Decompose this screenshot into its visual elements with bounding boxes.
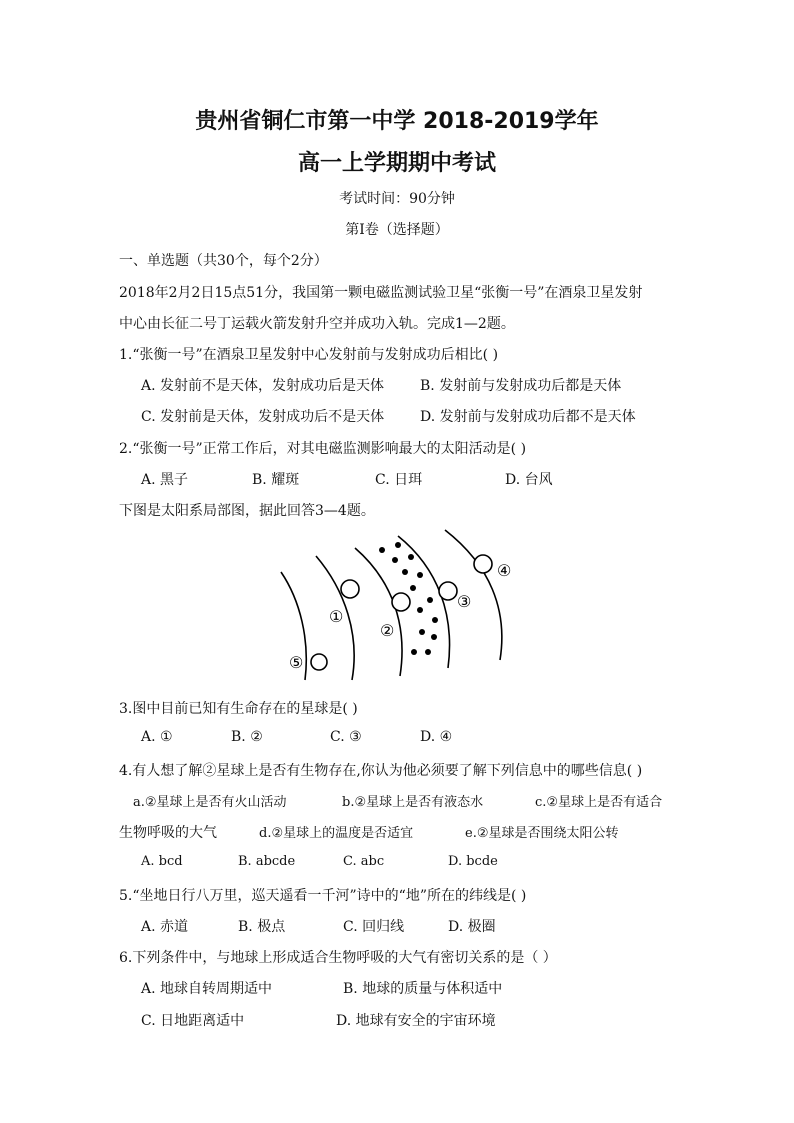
q1-option-c: C. 发射前是天体，发射成功后不是天体 [141, 409, 385, 425]
q1-option-a: A. 发射前不是天体，发射成功后是天体 [141, 378, 385, 394]
q4-info-c-cont: 生物呼吸的大气 [119, 825, 217, 841]
part-heading: 第Ⅰ卷（选择题） [345, 222, 449, 238]
planet-4 [474, 555, 492, 573]
passage1-line1: 2018年2月2日15点51分，我国第一颗电磁监测试验卫星“张衡一号”在酒泉卫星发射 [119, 285, 643, 301]
q2-option-b: B. 耀斑 [252, 472, 300, 488]
planet-2 [392, 593, 410, 611]
q3-option-d: D. ④ [420, 729, 453, 745]
q3-option-a: A. ① [141, 729, 173, 745]
planet-1 [341, 580, 359, 598]
q3-option-c: C. ③ [330, 729, 362, 745]
passage1-line2: 中心由长征二号丁运载火箭发射升空并成功入轨。完成1—2题。 [119, 316, 515, 332]
q1-stem: 1.“张衡一号”在酒泉卫星发射中心发射前与发射成功后相比( ) [119, 347, 499, 363]
page-title: 贵州省铜仁市第一中学 2018-2019学年 [195, 109, 599, 134]
q4-option-d: D. bcde [448, 854, 498, 869]
q4-info-c: c.②星球上是否有适合 [535, 795, 663, 810]
figure-intro: 下图是太阳系局部图，据此回答3—4题。 [119, 503, 375, 519]
q2-option-d: D. 台风 [505, 472, 553, 488]
q5-option-b: B. 极点 [238, 919, 286, 935]
q4-option-c: C. abc [343, 854, 385, 869]
q4-stem: 4.有人想了解②星球上是否有生物存在,你认为他必须要了解下列信息中的哪些信息( ) [119, 763, 643, 779]
q2-option-c: C. 日珥 [375, 472, 423, 488]
section-heading: 一、单选题（共30个，每个2分） [119, 253, 328, 269]
label-5: ⑤ [289, 653, 304, 672]
q6-option-b: B. 地球的质量与体积适中 [343, 981, 503, 997]
q6-option-d: D. 地球有安全的宇宙环境 [336, 1013, 496, 1029]
orbit-2 [355, 548, 402, 676]
label-4: ④ [497, 561, 512, 580]
q6-option-a: A. 地球自转周期适中 [141, 981, 273, 997]
planet-3 [439, 582, 457, 600]
q4-info-e: e.②星球是否围绕太阳公转 [465, 826, 619, 841]
q6-stem: 6.下列条件中，与地球上形成适合生物呼吸的大气有密切关系的是（ ） [119, 950, 557, 966]
q2-stem: 2.“张衡一号”正常工作后，对其电磁监测影响最大的太阳活动是( ) [119, 441, 527, 457]
q6-option-c: C. 日地距离适中 [141, 1013, 245, 1029]
q3-stem: 3.图中目前已知有生命存在的星球是( ) [119, 701, 358, 717]
q4-info-b: b.②星球上是否有液态水 [342, 795, 484, 810]
q5-option-c: C. 回归线 [343, 919, 405, 935]
label-1: ① [329, 607, 344, 626]
q4-option-a: A. bcd [141, 854, 183, 869]
q4-info-d: d.②星球上的温度是否适宜 [259, 826, 414, 841]
page-subtitle: 高一上学期期中考试 [297, 151, 496, 176]
q3-option-b: B. ② [231, 729, 263, 745]
q5-option-d: D. 极圈 [448, 919, 496, 935]
q1-option-d: D. 发射前与发射成功后都不是天体 [420, 409, 636, 425]
q1-option-b: B. 发射前与发射成功后都是天体 [420, 378, 622, 394]
label-3: ③ [457, 592, 472, 611]
q4-info-a: a.②星球上是否有火山活动 [133, 795, 287, 810]
label-2: ② [380, 621, 395, 640]
q5-stem: 5.“坐地日行八万里，巡天遥看一千河”诗中的“地”所在的纬线是( ) [119, 888, 527, 904]
planet-5 [311, 654, 327, 670]
q4-option-b: B. abcde [238, 854, 296, 869]
exam-time: 考试时间：90分钟 [339, 191, 455, 207]
q5-option-a: A. 赤道 [141, 919, 189, 935]
q2-option-a: A. 黑子 [141, 472, 189, 488]
